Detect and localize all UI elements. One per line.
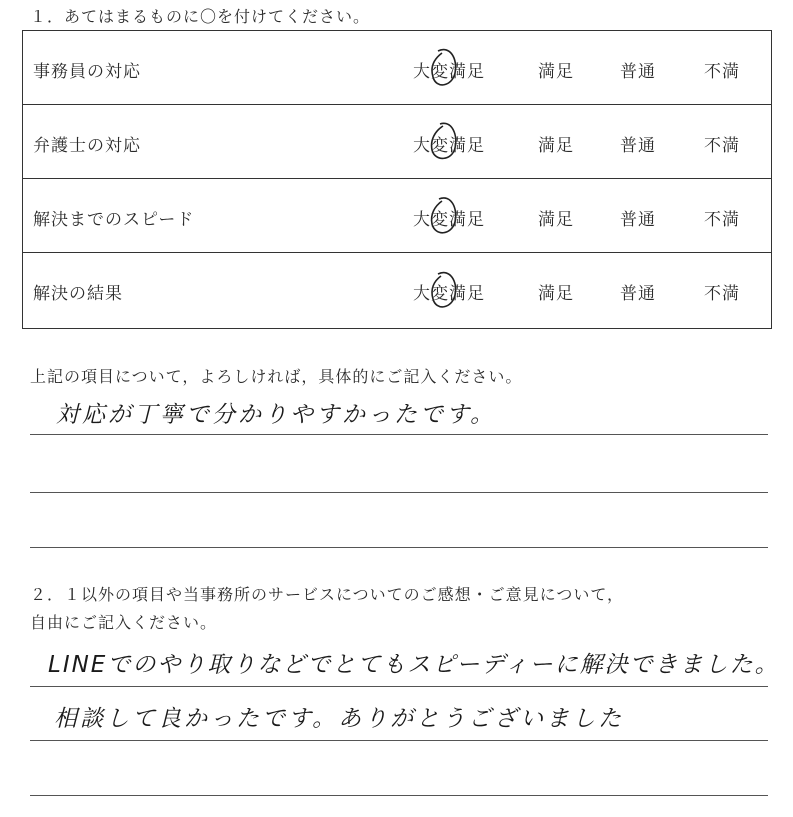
handwritten-answer-2a: LINEでのやり取りなどでとてもスピーディーに解決できました。 bbox=[48, 652, 780, 678]
option-satisfied[interactable]: 満足 bbox=[538, 62, 574, 82]
option-satisfied[interactable]: 満足 bbox=[538, 136, 574, 156]
answer-line bbox=[30, 434, 768, 435]
option-very-satisfied[interactable]: 大変満足 bbox=[413, 284, 485, 304]
q1-comment-prompt: 上記の項目について，よろしければ，具体的にご記入ください。 bbox=[30, 367, 523, 386]
answer-line bbox=[30, 795, 768, 796]
option-very-satisfied[interactable]: 大変満足 bbox=[413, 210, 485, 230]
row-label: 事務員の対応 bbox=[33, 62, 141, 82]
rating-row bbox=[23, 179, 771, 253]
answer-line bbox=[30, 686, 768, 687]
option-neutral[interactable]: 普通 bbox=[620, 284, 656, 304]
row-label: 解決の結果 bbox=[33, 284, 123, 304]
option-very-satisfied[interactable]: 大変満足 bbox=[413, 62, 485, 82]
question-2-title: ２．１以外の項目や当事務所のサービスについてのご感想・ご意見について， bbox=[30, 585, 625, 604]
rating-row bbox=[23, 105, 771, 179]
option-dissatisfied[interactable]: 不満 bbox=[704, 136, 740, 156]
option-dissatisfied[interactable]: 不満 bbox=[704, 62, 740, 82]
answer-line bbox=[30, 492, 768, 493]
answer-line bbox=[30, 547, 768, 548]
handwritten-answer-1: 対応が丁寧で分かりやすかったです。 bbox=[56, 402, 497, 428]
option-dissatisfied[interactable]: 不満 bbox=[704, 210, 740, 230]
option-neutral[interactable]: 普通 bbox=[620, 136, 656, 156]
option-neutral[interactable]: 普通 bbox=[620, 62, 656, 82]
option-satisfied[interactable]: 満足 bbox=[538, 210, 574, 230]
answer-line bbox=[30, 740, 768, 741]
option-very-satisfied[interactable]: 大変満足 bbox=[413, 136, 485, 156]
option-dissatisfied[interactable]: 不満 bbox=[704, 284, 740, 304]
question-1-title: １．あてはまるものに〇を付けてください。 bbox=[30, 7, 371, 26]
rating-table bbox=[22, 30, 772, 329]
question-2-title-cont: 自由にご記入ください。 bbox=[30, 613, 218, 632]
option-satisfied[interactable]: 満足 bbox=[538, 284, 574, 304]
row-label: 解決までのスピード bbox=[33, 210, 195, 230]
rating-row bbox=[23, 31, 771, 105]
handwritten-answer-2b: 相談して良かったです。ありがとうございました bbox=[54, 706, 625, 732]
rating-row bbox=[23, 253, 771, 327]
row-label: 弁護士の対応 bbox=[33, 136, 141, 156]
option-neutral[interactable]: 普通 bbox=[620, 210, 656, 230]
